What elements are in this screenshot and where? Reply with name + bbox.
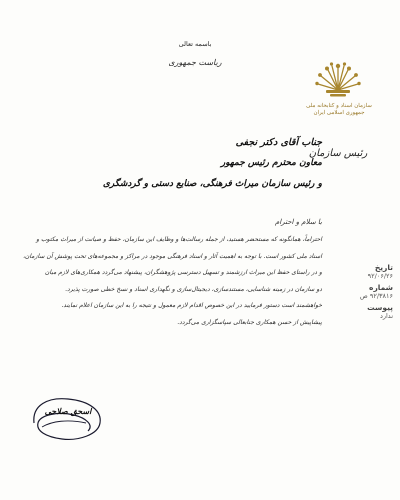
recipient-name: جناب آقای دکتر نجفی [235, 137, 322, 148]
body-line: اسناد ملی کشور است. با توجه به اهمیت آثار و اسناد فرهنگی موجود در مراکز و مجموعه‌های تحت پوشش آن سازمان، [22, 252, 322, 260]
letterhead-presidency: ریاست جمهوری [168, 58, 222, 67]
organization-name-line: سازمان اسناد و کتابخانه ملی [306, 103, 372, 109]
recipient-organization: و رئیس سازمان میراث فرهنگی، صنایع دستی و گردشگری [102, 179, 322, 189]
organization-name-line: جمهوری اسلامی ایران [313, 110, 365, 116]
date-label: تاریخ [374, 263, 393, 272]
letter-body [22, 232, 322, 332]
body-line: خواهشمند است دستور فرمایید در این خصوص اقدام لازم معمول و نتیجه را به این سازمان اعلام نمایند. [61, 302, 322, 310]
letter-meta [333, 263, 393, 323]
date-value: ۹۲/۰۶/۲۶ [367, 272, 393, 280]
salutation-block [22, 132, 322, 195]
body-line: و در راستای حفظ این میراث ارزشمند و تسهیل دسترسی پژوهشگران، پیشنهاد می‌گردد همکاری‌های لازم میان [44, 269, 322, 277]
attachment-label: پیوست [367, 303, 393, 312]
organization-head-title: رئیس سازمان [308, 148, 368, 159]
basmala: باسمه تعالی [178, 40, 212, 48]
body-line: دو سازمان در زمینه شناسایی، مستندسازی، دیجیتال‌سازی و نگهداری اسناد و نسخ خطی صورت پذیرد. [65, 285, 322, 293]
attachment-value: ندارد [379, 312, 393, 320]
signer-name: اسحق صلاحی [44, 406, 92, 416]
greeting: با سلام و احترام [274, 218, 322, 226]
organization-name [298, 103, 380, 117]
recipient-title: معاون محترم رئیس جمهور [220, 158, 322, 168]
body-line: احتراماً، همانگونه که مستحضر هستید، از جمله رسالت‌ها و وظایف این سازمان، حفظ و صیانت از میراث مکتوب و [36, 236, 322, 243]
national-library-emblem-icon [312, 50, 364, 102]
body-line: پیشاپیش از حسن همکاری جنابعالی سپاسگزاری می‌گردد. [177, 318, 322, 326]
number-label: شماره [369, 283, 393, 292]
number-value: ۹۲/۳۸۱۶ ص [359, 292, 393, 300]
signature-scribble [28, 393, 108, 448]
